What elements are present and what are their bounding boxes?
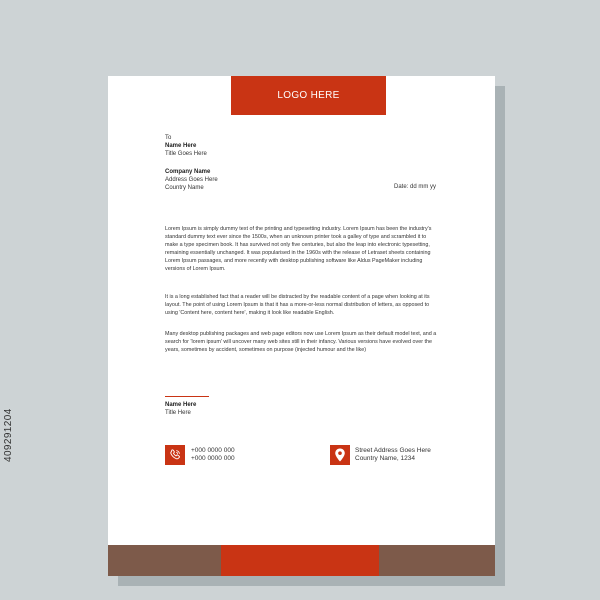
to-label: To xyxy=(165,135,172,141)
phone-icon xyxy=(165,445,185,465)
phone-number-1: +000 0000 000 xyxy=(191,447,235,454)
body-paragraph-3: Many desktop publishing packages and web page editors now use Lorem Ipsum as their default model text, and a search for 'lorem ipsum' will uncover many web sites still in their infancy. Various versions have evolved over the years, sometimes by accident, sometimes on purpose (injected humour and the like) xyxy=(165,331,437,353)
company-name: Company Name xyxy=(165,169,211,175)
location-pin-glyph xyxy=(334,448,346,462)
phone-glyph xyxy=(168,448,182,462)
body-paragraph-2: It is a long established fact that a reader will be distracted by the readable content of a page when looking at its layout. The point of using Lorem Ipsum is that it has a more-or-less normal distribution of letters, as opposed to using 'Content here, content here', making it look like readable English. xyxy=(165,294,430,316)
recipient-block xyxy=(165,134,207,158)
address-lines xyxy=(355,447,431,462)
letterhead-page xyxy=(108,76,495,576)
logo-placeholder xyxy=(231,76,386,115)
footer-segment-left xyxy=(108,545,221,576)
stock-image-id: 409291204 xyxy=(3,408,14,462)
signature-block xyxy=(165,401,196,417)
signature-title: Title Here xyxy=(165,410,191,416)
recipient-name: Name Here xyxy=(165,143,197,149)
location-pin-icon xyxy=(330,445,350,465)
company-address: Address Goes Here xyxy=(165,177,218,183)
body-paragraph-1: Lorem Ipsum is simply dummy text of the printing and typesetting industry. Lorem Ipsum has been the industry's standard dummy text ever since the 1500s, when an unknown printer took a galley of type and scrambled it to make a type specimen book. It has survived not only five centuries, but also the leap into electronic typesetting, remaining essentially unchanged. It was popularised in the 1960s with the release of Letraset sheets containing Lorem Ipsum passages, and more recently with desktop publishing software like Aldus PageMaker including versions of Lorem Ipsum. xyxy=(165,226,432,272)
street-address: Street Address Goes Here xyxy=(355,447,431,454)
company-block xyxy=(165,168,218,192)
phone-numbers xyxy=(191,447,235,462)
country-postcode: Country Name, 1234 xyxy=(355,454,415,462)
recipient-title: Title Goes Here xyxy=(165,151,207,157)
date-line: Date: dd mm yy xyxy=(393,184,436,190)
company-country: Country Name xyxy=(165,185,204,191)
signature-name: Name Here xyxy=(165,402,197,408)
signature-line xyxy=(165,396,209,397)
footer-bar xyxy=(108,545,495,576)
logo-text: LOGO HERE xyxy=(277,90,340,101)
footer-segment-middle xyxy=(221,545,379,576)
footer-segment-right xyxy=(379,545,495,576)
phone-number-2: +000 0000 000 xyxy=(191,454,235,462)
